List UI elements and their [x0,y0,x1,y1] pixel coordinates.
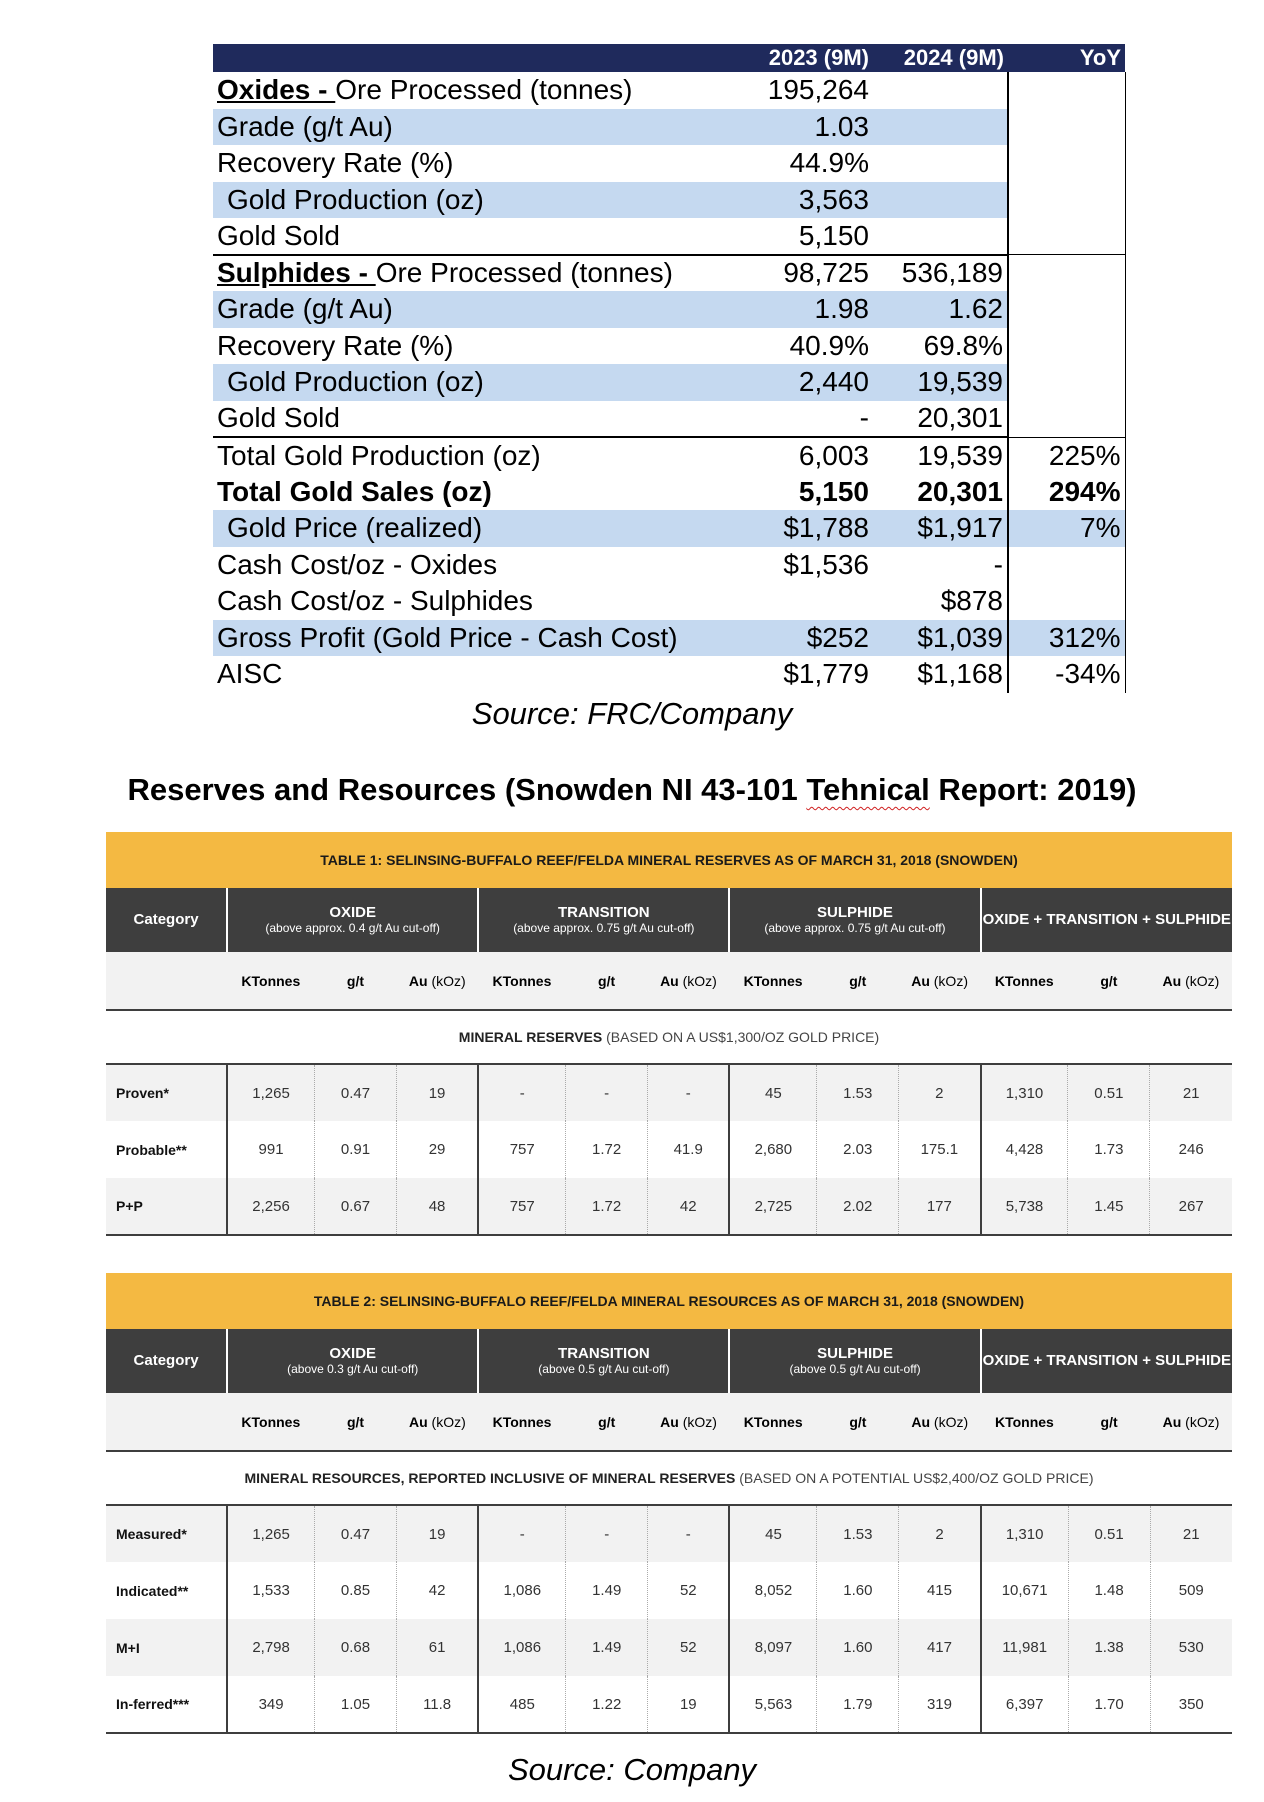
value-yoy [1008,255,1125,292]
subheader-ktonnes: KTonnes [981,952,1068,1010]
cell-value: 2.02 [817,1178,899,1235]
cell-value: - [648,1505,730,1562]
cell-value: 0.47 [315,1064,397,1121]
subheader-grade: g/t [817,1393,899,1451]
table-row [106,1562,1232,1619]
value-2024 [873,145,1008,182]
row-label [213,328,738,365]
cell-value: 0.51 [1068,1505,1150,1562]
value-2023: - [859,402,869,434]
production-row [213,291,1125,328]
value-2024: 19,539 [873,364,1008,401]
group-cutoff: (above approx. 0.75 g/t Au cut-off) [513,920,695,935]
value-yoy [1008,182,1125,219]
value-yoy [1008,401,1125,438]
row-label-text: Gold Price (realized) [227,512,483,544]
subheader-ktonnes: KTonnes [227,1393,314,1451]
cell-value: 2.03 [817,1121,899,1178]
subheader-au-label: Au [1162,1413,1182,1430]
value-yoy [1008,72,1125,109]
cell-value: 0.68 [315,1619,397,1676]
cell-value: 1,086 [478,1619,565,1676]
subheader-au [648,1393,730,1451]
value-yoy [1008,145,1125,182]
row-label-text: Gold Sold [217,402,340,434]
row-label [213,620,738,657]
subheader-au [396,1393,478,1451]
cell-value: 2,725 [729,1178,816,1235]
group-header-row [106,1329,1232,1393]
cell-value: 1.38 [1068,1619,1150,1676]
value-2024: $1,917 [873,510,1008,547]
cell-value: 1.45 [1068,1178,1150,1235]
subheader-au-unit: (kOz) [431,972,466,989]
group-header [478,1329,729,1393]
cell-value: 1,533 [227,1562,314,1619]
row-label [213,583,738,620]
cell-value: 1.73 [1068,1121,1150,1178]
row-category: P+P [106,1178,227,1235]
cell-value: 19 [648,1676,730,1733]
subheader-grade: g/t [1068,952,1150,1010]
cell-value: 1.79 [817,1676,899,1733]
band-note: (BASED ON A US$1,300/OZ GOLD PRICE) [606,1029,880,1045]
subheader-row [106,952,1232,1010]
subheader-grade: g/t [817,952,899,1010]
cell-value: 52 [648,1562,730,1619]
row-label [213,255,738,292]
value-yoy: 225% [1008,437,1125,474]
row-label [213,510,738,547]
row-label-text: Gold Sold [217,219,340,251]
subheader-au [648,952,730,1010]
subheader-ktonnes: KTonnes [227,952,314,1010]
group-header [981,1329,1232,1393]
value-2023: 44.9% [789,147,869,179]
cell-value: 319 [899,1676,981,1733]
subheader-au-label: Au [1162,972,1182,989]
category-header: Category [106,1329,227,1393]
cell-value: 29 [396,1121,478,1178]
cell-value: 175.1 [899,1121,981,1178]
cell-value: 757 [478,1178,565,1235]
value-2024: 69.8% [873,328,1008,365]
cell-value: 1,265 [227,1505,314,1562]
value-2024 [873,72,1008,109]
value-2023: 98,725 [738,255,873,292]
reserves-heading [0,772,1264,808]
cell-value: 42 [396,1562,478,1619]
heading-text-misspelled: Tehnical [806,772,930,807]
value-yoy [1008,364,1125,401]
cell-value: - [478,1505,565,1562]
cell-value: 42 [648,1178,730,1235]
band-bold: MINERAL RESERVES [458,1029,603,1045]
cell-value: 1.53 [817,1505,899,1562]
cell-value: 21 [1150,1064,1232,1121]
cell-value: 5,563 [729,1676,816,1733]
group-cutoff: (above approx. 0.4 g/t Au cut-off) [265,920,440,935]
band-row [106,1010,1232,1064]
production-table [213,44,1125,693]
cell-value: 1.60 [817,1619,899,1676]
row-label [213,474,738,511]
production-row [213,510,1125,547]
row-category: Proven* [106,1064,227,1121]
row-label-text: Gold Production (oz) [227,183,484,215]
cell-value: 1.53 [817,1064,899,1121]
subheader-au-unit: (kOz) [933,972,968,989]
subheader-au-label: Au [911,1413,931,1430]
row-label [213,218,738,255]
value-2024 [873,182,1008,219]
production-row [213,255,1125,292]
value-yoy [1008,328,1125,365]
row-label [213,437,738,474]
production-row [213,401,1125,438]
subheader-au-label: Au [660,1413,679,1430]
table-row [106,1619,1232,1676]
cell-value: 11.8 [396,1676,478,1733]
value-2023: 2,440 [738,364,873,401]
value-2024 [873,109,1008,146]
subheader-au [899,952,981,1010]
subheader-row [106,1393,1232,1451]
subheader-ktonnes: KTonnes [478,1393,565,1451]
table-title: TABLE 2: SELINSING-BUFFALO REEF/FELDA MINERAL RESOURCES AS OF MARCH 31, 2018 (SNOWDEN) [106,1273,1232,1329]
cell-value: 0.91 [315,1121,397,1178]
cell-value: 415 [899,1562,981,1619]
cell-value: - [648,1064,730,1121]
subheader-grade: g/t [566,952,648,1010]
subheader-au [1150,952,1232,1010]
cell-value: 0.85 [315,1562,397,1619]
subheader-ktonnes: KTonnes [729,952,816,1010]
row-category: In-ferred*** [106,1676,227,1733]
value-yoy [1008,291,1125,328]
subheader-ktonnes: KTonnes [478,952,565,1010]
row-category: M+I [106,1619,227,1676]
cell-value: 0.67 [315,1178,397,1235]
cell-value: 417 [899,1619,981,1676]
category-header: Category [106,888,227,952]
value-2023: 5,150 [798,475,869,507]
cell-value: 177 [899,1178,981,1235]
value-yoy: 294% [1008,474,1125,511]
cell-value: 349 [227,1676,314,1733]
value-yoy [1008,218,1125,255]
row-label-text: AISC [217,658,283,690]
cell-value: 485 [478,1676,565,1733]
group-header [729,1329,980,1393]
subheader-au-label: Au [911,972,930,989]
cell-value: 2,680 [729,1121,816,1178]
cell-value: 8,052 [729,1562,816,1619]
cell-value: 530 [1150,1619,1232,1676]
value-2024 [873,218,1008,255]
row-label [213,72,738,109]
row-label-text: Ore Processed (tonnes) [375,257,673,289]
value-2024: $878 [873,583,1008,620]
value-yoy: -34% [1008,656,1125,693]
cell-value: 2 [899,1505,981,1562]
row-label-text: Gold Production (oz) [227,366,484,398]
cell-value: 45 [729,1064,816,1121]
row-label [213,291,738,328]
resources-table [106,1273,1232,1734]
band-bold: MINERAL RESOURCES, REPORTED INCLUSIVE OF MINERAL RESERVES [244,1470,736,1486]
table-row [106,1064,1232,1121]
cell-value: 991 [227,1121,314,1178]
cell-value: 1.49 [566,1562,648,1619]
subheader-au [396,952,478,1010]
value-2023: $252 [738,620,873,657]
production-row [213,218,1125,255]
production-row [213,437,1125,474]
cell-value: 11,981 [981,1619,1068,1676]
section-label: Sulphides - [217,257,376,289]
band-label [106,1010,1232,1064]
production-header-row [213,44,1125,72]
value-2024: $1,168 [873,656,1008,693]
cell-value: 4,428 [981,1121,1068,1178]
group-name: OXIDE + TRANSITION + SULPHIDE [982,911,1231,929]
group-header [227,1329,478,1393]
value-2023: 3,563 [738,182,873,219]
group-cutoff: (above 0.3 g/t Au cut-off) [287,1361,419,1376]
group-header [729,888,980,952]
cell-value: - [566,1505,648,1562]
value-yoy: 7% [1008,510,1125,547]
cell-value: 1,310 [981,1505,1068,1562]
production-row [213,583,1125,620]
value-2024: $1,039 [873,620,1008,657]
cell-value: 45 [729,1505,816,1562]
subheader-au-unit: (kOz) [1185,972,1220,989]
group-name: TRANSITION [557,904,650,922]
row-label [213,401,738,438]
value-2023: $1,536 [783,548,869,580]
group-name: SULPHIDE [817,1345,893,1363]
value-2024: - [873,547,1008,584]
row-label-text: Ore Processed (tonnes) [335,74,633,106]
group-name: OXIDE [329,1345,377,1363]
subheader-grade: g/t [566,1393,648,1451]
group-cutoff: (above 0.5 g/t Au cut-off) [789,1361,921,1376]
value-2023: 40.9% [789,329,869,361]
subheader-au-unit: (kOz) [933,1413,969,1430]
row-label-text: Recovery Rate (%) [217,147,454,179]
cell-value: - [478,1064,565,1121]
subheader-au-label: Au [408,1413,428,1430]
cell-value: 2,798 [227,1619,314,1676]
value-2023: $1,779 [783,658,869,690]
cell-value: 1.48 [1068,1562,1150,1619]
row-category: Indicated** [116,1582,189,1599]
subheader-au-unit: (kOz) [1185,1413,1220,1430]
table-row [106,1676,1232,1733]
subheader-ktonnes: KTonnes [981,1393,1068,1451]
production-row [213,109,1125,146]
production-row [213,72,1125,109]
cell-value: 1.72 [566,1121,648,1178]
group-header-row [106,888,1232,952]
group-name: SULPHIDE [817,904,893,922]
subheader-grade: g/t [315,1393,397,1451]
cell-value: 5,738 [981,1178,1068,1235]
cell-value: 61 [396,1619,478,1676]
value-yoy [1008,109,1125,146]
table-title-row [106,1273,1232,1329]
row-label [213,109,738,146]
table-title-row [106,832,1232,888]
heading-text-a: Reserves and Resources (Snowden NI 43-101 [127,772,807,807]
row-label-text: Cash Cost/oz - Oxides [217,548,498,580]
cell-value: 757 [478,1121,565,1178]
band-row [106,1451,1232,1505]
cell-value: 2,256 [227,1178,314,1235]
cell-value: 41.9 [648,1121,730,1178]
cell-value: 1,310 [981,1064,1068,1121]
cell-value: 267 [1150,1178,1232,1235]
row-label-text: Total Gold Production (oz) [217,439,541,471]
band-note: (BASED ON A POTENTIAL US$2,400/OZ GOLD PRICE) [739,1470,1094,1486]
cell-value: 509 [1150,1562,1232,1619]
cell-value: 1,086 [478,1562,565,1619]
subheader-ktonnes: KTonnes [729,1393,816,1451]
subheader-grade: g/t [1068,1393,1150,1451]
production-source: Source: FRC/Company [471,696,793,731]
subheader-au-unit: (kOz) [431,1413,466,1430]
production-row [213,656,1125,693]
production-row [213,364,1125,401]
value-2023: 1.03 [738,109,873,146]
subheader-au [1150,1393,1232,1451]
row-label-text: Grade (g/t Au) [217,293,393,325]
cell-value: 246 [1150,1121,1232,1178]
group-header [478,888,729,952]
row-label [213,182,738,219]
value-yoy [1008,547,1125,584]
value-yoy: 312% [1008,620,1125,657]
row-label-text: Cash Cost/oz - Sulphides [217,585,533,617]
cell-value: 52 [648,1619,730,1676]
cell-value: 350 [1150,1676,1232,1733]
cell-value: 1.22 [566,1676,648,1733]
header-yoy: YoY [1008,44,1125,72]
value-2024: 19,539 [873,437,1008,474]
cell-value: - [566,1064,648,1121]
production-row [213,182,1125,219]
production-row [213,474,1125,511]
cell-value: 21 [1150,1505,1232,1562]
row-label [213,145,738,182]
section-label: Oxides - [217,74,336,106]
cell-value: 1,265 [227,1064,314,1121]
row-label [213,656,738,693]
reserves-table [106,832,1232,1236]
cell-value: 19 [396,1505,478,1562]
production-row [213,145,1125,182]
header-blank [213,44,738,72]
subheader-grade: g/t [315,952,397,1010]
row-label [213,547,738,584]
subheader-au-label: Au [660,972,679,989]
group-name: OXIDE + TRANSITION + SULPHIDE [982,1352,1232,1370]
subheader-blank [106,1393,227,1451]
group-name: OXIDE [329,904,376,922]
value-2023: 5,150 [798,219,869,251]
value-2024: 20,301 [873,474,1008,511]
table-row [106,1121,1232,1178]
header-2024: 2024 (9M) [873,44,1008,72]
group-header [227,888,478,952]
cell-value: 1.70 [1068,1676,1150,1733]
row-label-text: Total Gold Sales (oz) [217,475,492,507]
cell-value: 19 [396,1064,478,1121]
cell-value: 2 [899,1064,981,1121]
header-2023: 2023 (9M) [738,44,873,72]
value-2023: 195,264 [767,74,869,106]
cell-value: 1.72 [566,1178,648,1235]
row-category: Probable** [116,1141,187,1158]
production-row [213,620,1125,657]
group-name: TRANSITION [558,1345,650,1363]
row-label-text: Recovery Rate (%) [217,329,454,361]
group-cutoff: (above 0.5 g/t Au cut-off) [538,1361,670,1376]
group-header [981,888,1232,952]
value-2023: 1.98 [738,291,873,328]
row-label [213,364,738,401]
production-row [213,547,1125,584]
subheader-au-unit: (kOz) [682,1413,717,1430]
group-cutoff: (above approx. 0.75 g/t Au cut-off) [764,920,946,935]
cell-value: 8,097 [729,1619,816,1676]
value-2024: 1.62 [873,291,1008,328]
cell-value: 1.49 [566,1619,648,1676]
cell-value: 1.60 [817,1562,899,1619]
band-label [106,1451,1232,1505]
row-category: Measured* [106,1505,227,1562]
value-2023: $1,788 [738,510,873,547]
production-row [213,328,1125,365]
table-row [106,1505,1232,1562]
resources-source: Source: Company [507,1752,757,1787]
value-2024: 536,189 [873,255,1008,292]
cell-value: 0.51 [1068,1064,1150,1121]
subheader-au [899,1393,981,1451]
subheader-blank [106,952,227,1010]
cell-value: 1.05 [315,1676,397,1733]
value-2024: 20,301 [873,401,1008,438]
cell-value: 6,397 [981,1676,1068,1733]
value-yoy [1008,583,1125,620]
subheader-au-label: Au [408,972,428,989]
value-2023: 6,003 [738,437,873,474]
cell-value: 0.47 [315,1505,397,1562]
value-2023 [738,583,873,620]
cell-value: 48 [396,1178,478,1235]
table-row [106,1178,1232,1235]
cell-value: 10,671 [981,1562,1068,1619]
row-label-text: Gross Profit (Gold Price - Cash Cost) [217,621,678,653]
subheader-au-unit: (kOz) [682,972,717,989]
row-label-text: Grade (g/t Au) [217,110,393,142]
heading-text-b: Report: 2019) [929,772,1137,807]
table-title: TABLE 1: SELINSING-BUFFALO REEF/FELDA MINERAL RESERVES AS OF MARCH 31, 2018 (SNOWDEN) [106,832,1232,888]
